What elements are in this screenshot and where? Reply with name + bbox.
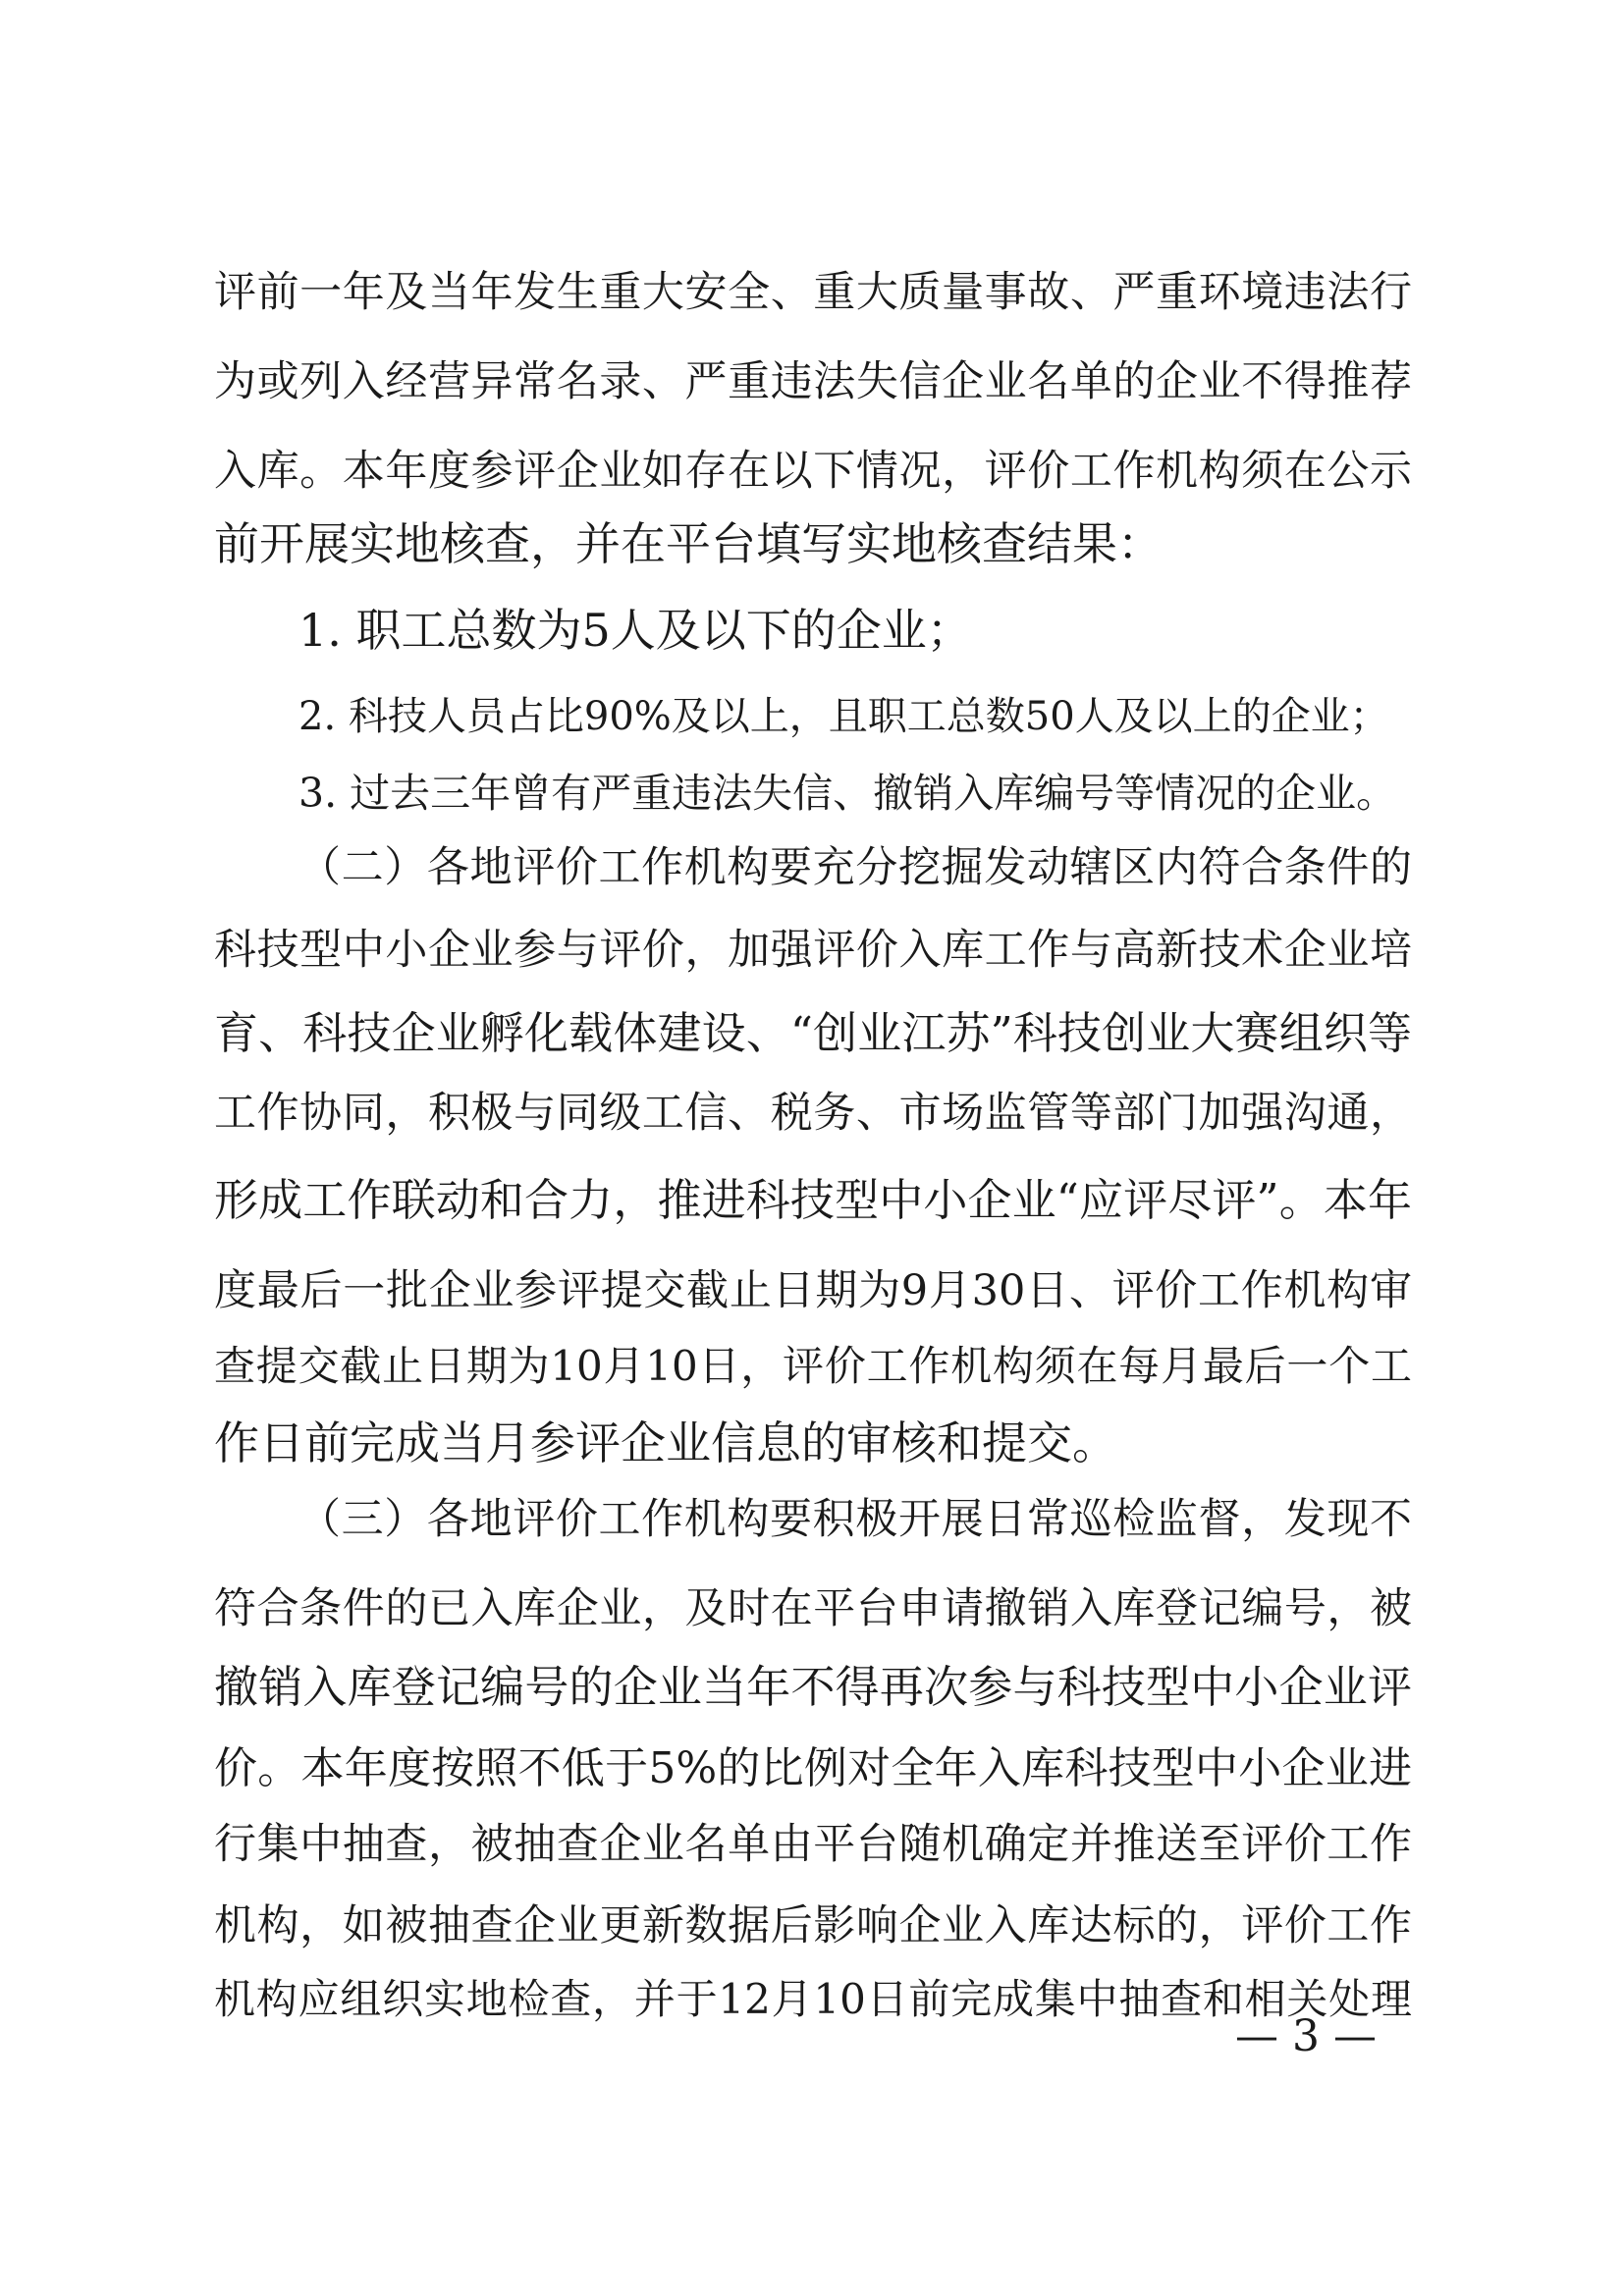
text-line: 价。本年度按照不低于5%的比例对全年入库科技型中小企业进 (214, 1743, 1412, 1793)
list-item-3: 3. 过去三年曾有严重违法失信、撤销入库编号等情况的企业。 (298, 770, 1397, 817)
text-line: 评前一年及当年发生重大安全、重大质量事故、严重环境违法行 (214, 268, 1412, 317)
text-line: 工作协同，积极与同级工信、税务、市场监管等部门加强沟通， (214, 1089, 1412, 1138)
text-line: 作日前完成当月参评企业信息的审核和提交。 (214, 1416, 1117, 1469)
text-line: 机构应组织实地检查，并于12月10日前完成集中抽查和相关处理 (214, 1975, 1412, 2023)
list-item-1: 1. 职工总数为5人及以下的企业； (298, 604, 972, 657)
list-item-2: 2. 科技人员占比90%及以上，且职工总数50人及以上的企业； (298, 694, 1389, 739)
page-number: — 3 — (1235, 2011, 1377, 2061)
text-line: 形成工作联动和合力，推进科技型中小企业“应评尽评”。本年 (214, 1174, 1412, 1226)
text-line: 度最后一批企业参评提交截止日期为9月30日、评价工作机构审 (214, 1266, 1412, 1315)
text-line: 查提交截止日期为10月10日，评价工作机构须在每月最后一个工 (214, 1342, 1412, 1390)
text-line: 育、科技企业孵化载体建设、“创业江苏”科技创业大赛组织等 (214, 1007, 1412, 1059)
text-line: 撤销入库登记编号的企业当年不得再次参与科技型中小企业评 (214, 1661, 1412, 1713)
text-line: 符合条件的已入库企业，及时在平台申请撤销入库登记编号，被 (214, 1584, 1412, 1633)
text-line: 行集中抽查，被抽查企业名单由平台随机确定并推送至评价工作 (214, 1820, 1412, 1869)
text-line: 前开展实地核查，并在平台填写实地核查结果： (214, 517, 1163, 570)
paragraph-2-start: （二）各地评价工作机构要充分挖掘发动辖区内符合条件的 (298, 843, 1412, 892)
text-line: 为或列入经营异常名录、严重违法失信企业名单的企业不得推荐 (214, 357, 1412, 406)
paragraph-3-start: （三）各地评价工作机构要积极开展日常巡检监督，发现不 (298, 1495, 1412, 1544)
text-line: 科技型中小企业参与评价，加强评价入库工作与高新技术企业培 (214, 926, 1412, 975)
text-line: 入库。本年度参评企业如存在以下情况，评价工作机构须在公示 (214, 447, 1412, 496)
text-line: 机构，如被抽查企业更新数据后影响企业入库达标的，评价工作 (214, 1901, 1412, 1950)
